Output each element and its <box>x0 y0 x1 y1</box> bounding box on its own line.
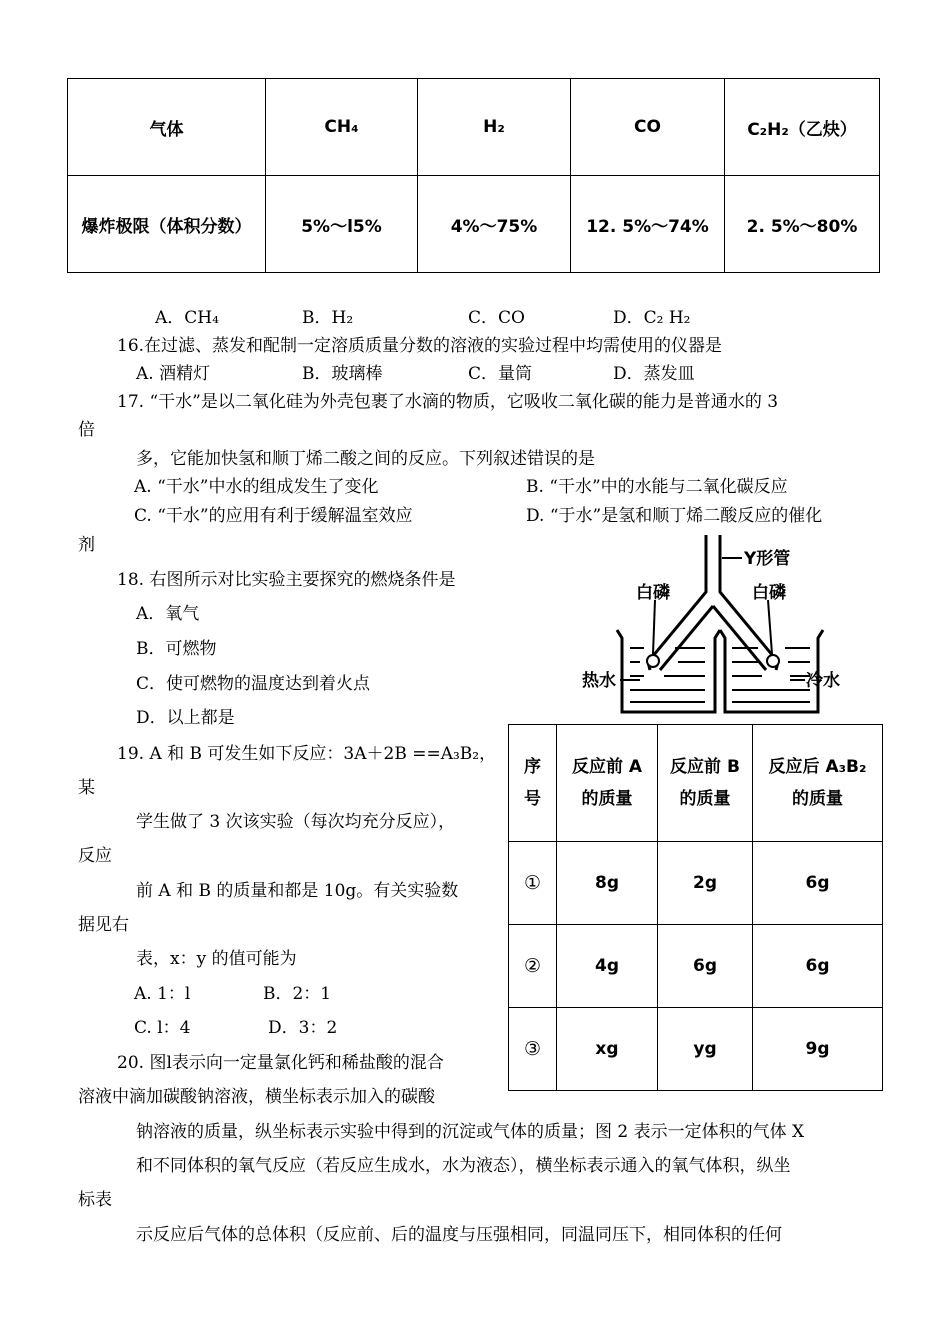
q19-option-d: D．3：2 <box>268 1018 338 1038</box>
q19-stem-cont: 前 A 和 B 的质量和都是 10g。有关实验数 <box>136 881 459 901</box>
table-cell: 4%～75% <box>418 176 571 273</box>
q18-stem: 18. 右图所示对比实验主要探究的燃烧条件是 <box>117 570 456 590</box>
header-line: 反应前 A <box>571 757 643 777</box>
left-phosphorus-label: 白磷 <box>636 583 670 603</box>
q18-option-c: C．使可燃物的温度达到着火点 <box>136 674 371 694</box>
q19-stem-cont: 学生做了 3 次该实验（每次均充分反应）， <box>136 812 456 832</box>
left-beaker <box>617 630 720 712</box>
hot-water-label: 热水 <box>582 671 616 691</box>
q19-option-a: A. 1：l <box>134 984 191 1004</box>
table-row <box>509 1008 883 1091</box>
q20-stem-cont: 溶液中滴加碳酸钠溶液，横坐标表示加入的碳酸 <box>78 1087 435 1107</box>
y-tube-figure <box>580 530 880 720</box>
table-cell: C₂H₂（乙炔） <box>725 79 880 176</box>
table-cell: 气体 <box>68 79 266 176</box>
table-cell: ② <box>509 925 557 1008</box>
table-header-row <box>509 725 883 842</box>
table-cell: CH₄ <box>266 79 418 176</box>
table-row <box>68 176 880 273</box>
header-line: 的质量 <box>792 789 843 809</box>
white-phosphorus-right <box>767 655 779 667</box>
header-line: 反应后 A₃B₂ <box>768 757 867 777</box>
q17-option-c: C. “干水”的应用有利于缓解温室效应 <box>134 506 413 526</box>
cold-water-label: 冷水 <box>806 671 840 691</box>
header-line: 序 <box>524 757 541 777</box>
q19-stem-cont: 某 <box>78 778 95 798</box>
q16-option-c: C．量筒 <box>468 364 533 384</box>
q20-stem-cont: 钠溶液的质量，纵坐标表示实验中得到的沉淀或气体的质量；图 2 表示一定体积的气体 X <box>136 1122 805 1142</box>
q17-stem-cont2: 多，它能加快氢和顺丁烯二酸之间的反应。下列叙述错误的是 <box>136 449 595 469</box>
explosion-limit-table <box>67 78 880 273</box>
table-cell: 4g <box>557 925 658 1008</box>
table-cell: ③ <box>509 1008 557 1091</box>
q15-option-d: D．C₂ H₂ <box>613 308 691 328</box>
q19-stem-cont: 反应 <box>78 846 112 866</box>
table-cell <box>557 725 658 842</box>
table-cell: H₂ <box>418 79 571 176</box>
table-cell <box>509 725 557 842</box>
table-cell: 爆炸极限（体积分数） <box>68 176 266 273</box>
q15-option-b: B．H₂ <box>302 308 354 328</box>
table-cell: 5%～l5% <box>266 176 418 273</box>
table-cell: 6g <box>753 925 883 1008</box>
table-cell: 6g <box>658 925 753 1008</box>
q18-option-a: A．氧气 <box>136 604 200 624</box>
table-cell: 2g <box>658 842 753 925</box>
table-cell: 6g <box>753 842 883 925</box>
mass-data-table <box>508 724 883 1091</box>
q17-option-a: A. “干水”中水的组成发生了变化 <box>134 477 379 497</box>
table-cell <box>753 725 883 842</box>
q18-option-b: B．可燃物 <box>136 639 217 659</box>
table-row <box>509 842 883 925</box>
table-cell: xg <box>557 1008 658 1091</box>
q19-stem-cont: 表，x：y 的值可能为 <box>136 949 297 969</box>
q17-option-d-cont: 剂 <box>78 535 95 555</box>
q16-option-d: D．蒸发皿 <box>613 364 695 384</box>
table-row <box>509 925 883 1008</box>
q20-stem-cont: 标表 <box>78 1190 112 1210</box>
right-phosphorus-label: 白磷 <box>752 583 786 603</box>
q19-stem-cont: 据见右 <box>78 915 129 935</box>
q17-option-d: D. “于水”是氢和顺丁烯二酸反应的催化 <box>526 506 823 526</box>
q16-option-b: B．玻璃棒 <box>302 364 383 384</box>
table-cell: 8g <box>557 842 658 925</box>
header-line: 的质量 <box>581 789 633 809</box>
table-cell: CO <box>571 79 725 176</box>
q17-option-b: B. “干水”中的水能与二氧化碳反应 <box>526 477 788 497</box>
table-cell: yg <box>658 1008 753 1091</box>
q19-stem: 19. A 和 B 可发生如下反应：3A＋2B ==A₃B₂， <box>117 744 497 764</box>
y-tube-label: Y形管 <box>744 549 791 569</box>
q20-stem: 20. 图l表示向一定量氯化钙和稀盐酸的混合 <box>117 1053 444 1073</box>
q17-stem-cont: 倍 <box>78 420 95 440</box>
q20-stem-cont: 示反应后气体的总体积（反应前、后的温度与压强相同，同温同压下，相同体积的任何 <box>136 1225 782 1245</box>
q15-option-c: C．CO <box>468 308 525 328</box>
table-cell <box>658 725 753 842</box>
white-phosphorus-left <box>647 655 659 667</box>
q15-option-a: A．CH₄ <box>155 308 219 328</box>
q19-option-c: C. l：4 <box>134 1018 191 1038</box>
table-cell: 12. 5%～74% <box>571 176 725 273</box>
table-header-row <box>68 79 880 176</box>
table-cell: ① <box>509 842 557 925</box>
q16-stem: 16.在过滤、蒸发和配制一定溶质质量分数的溶液的实验过程中均需使用的仪器是 <box>117 336 723 356</box>
q20-stem-cont: 和不同体积的氧气反应（若反应生成水，水为液态），横坐标表示通入的氧气体积，纵坐 <box>136 1156 791 1176</box>
q17-stem: 17. “干水”是以二氧化硅为外壳包裹了水滴的物质，它吸收二氧化碳的能力是普通水的 3 <box>117 392 779 412</box>
q19-option-b: B．2：1 <box>263 984 332 1004</box>
header-line: 反应前 B <box>670 757 740 777</box>
header-line: 的质量 <box>679 789 731 809</box>
table-cell: 9g <box>753 1008 883 1091</box>
table-cell: 2. 5%～80% <box>725 176 880 273</box>
header-line: 号 <box>524 789 541 809</box>
q18-option-d: D．以上都是 <box>136 708 235 728</box>
q16-option-a: A. 酒精灯 <box>136 364 211 384</box>
